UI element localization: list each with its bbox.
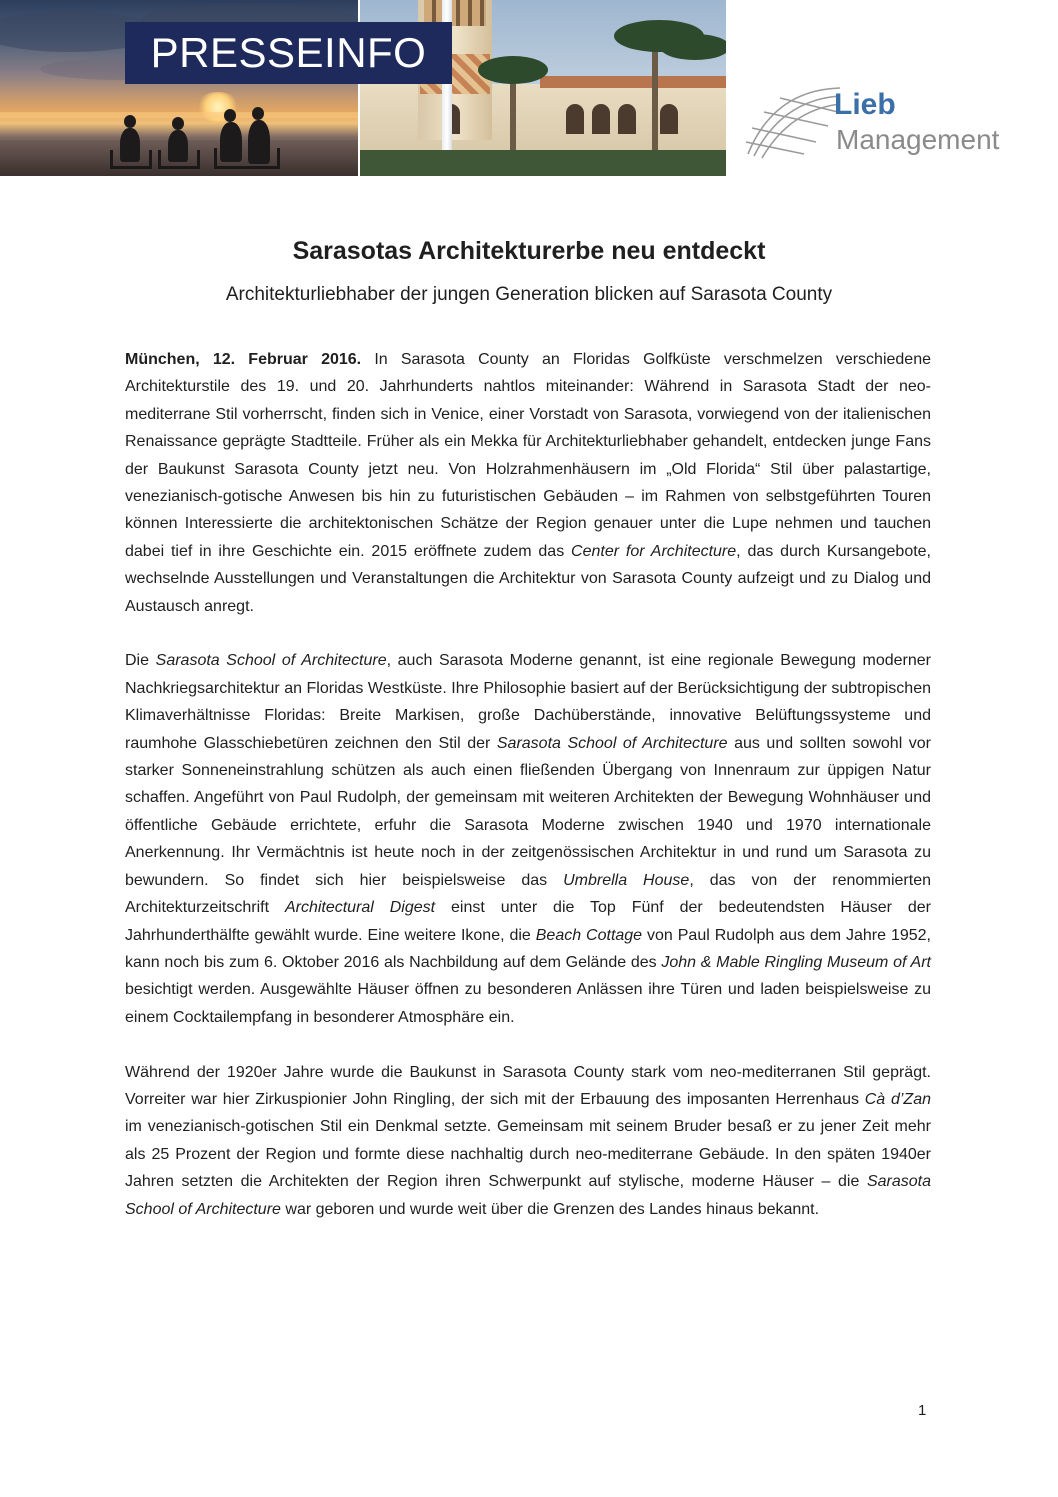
lieb-management-logo xyxy=(744,82,1044,162)
page-number: 1 xyxy=(918,1402,927,1419)
document-title: Sarasotas Architekturerbe neu entdeckt xyxy=(292,237,766,265)
text-segment: John & Mable Ringling Museum of Art xyxy=(661,953,931,971)
text-segment: Beach Cottage xyxy=(535,926,643,944)
body-text xyxy=(125,346,931,1250)
logo-text-management: Management xyxy=(836,124,1000,155)
text-segment: einst unter die Top Fünf der bedeutendsten Häuser der Jahrhunderthälfte gewählt wurde. Eine weitere Ikone, die xyxy=(125,899,932,944)
paragraph-1 xyxy=(125,346,931,620)
text-segment: von Paul Rudolph aus dem Jahre 1952, kann noch bis zum 6. Oktober 2016 als Nachbildung auf dem Gelände des xyxy=(125,926,932,971)
header-banner xyxy=(0,0,726,176)
text-segment: Center for Architecture xyxy=(571,542,737,560)
paragraph-3 xyxy=(125,1059,931,1223)
logo-arc-icon xyxy=(744,82,844,160)
logo-text-lieb: Lieb xyxy=(834,88,896,121)
presseinfo-label: PRESSEINFO xyxy=(125,22,452,84)
text-segment: Sarasota School of Architecture xyxy=(155,652,387,670)
text-segment: Die xyxy=(125,652,156,670)
text-segment: Architectural Digest xyxy=(284,899,436,917)
document-subtitle: Architekturliebhaber der jungen Generation blicken auf Sarasota County xyxy=(225,284,833,305)
text-segment: aus und sollten sowohl vor starker Sonneneinstrahlung schützen als auch einen fließenden Übergang von Innenraum zur üppigen Natur schaffen. Angeführt von Paul Rudolph, der gemeinsam mit weiteren Architekten der Bewegung Wohnhäuser und öffentliche Gebäude errichtete, erfuhr die Sarasota Moderne zwischen 1940 und 1970 internationale Anerkennung. Ihr Vermächtnis ist heute noch in der zeitgenössischen Architektur in und rund um Sarasota zu bewundern. So findet sich hier beispielsweise das xyxy=(125,734,932,889)
text-segment: , auch Sarasota Moderne genannt, ist eine regionale Bewegung moderner Nachkriegsarchitektur an Floridas Westküste. Ihre Philosophie basiert auf der Berücksichtigung der subtropischen Klimaverhältnisse Floridas: Breite Markisen, große Dachüberstände, innovative Belüftungssysteme und raumhohe Glasschiebetüren zeichnen den Stil der xyxy=(125,652,931,752)
text-segment: , das von der renommierten Architekturzeitschrift xyxy=(125,871,931,917)
text-segment: Umbrella House xyxy=(563,871,690,889)
text-segment: , das durch Kursangebote, wechselnde Ausstellungen und Veranstaltungen die Architektur von Sarasota County aufzeigt und zu Dialog und Austausch anregt. xyxy=(125,542,932,615)
text-segment: im venezianisch-gotischen Stil ein Denkmal setzte. Gemeinsam mit seinem Bruder besaß er zu jener Zeit mehr als 25 Prozent der Region und formte diese nachhaltig durch neo-mediterrane Gebäude. In den späten 1940er Jahren setzten die Architekten der Region ihren Schwerpunkt auf stylische, moderne Häuser – die xyxy=(125,1118,931,1191)
text-segment: Cà d’Zan xyxy=(864,1090,931,1108)
text-segment: besichtigt werden. Ausgewählte Häuser öffnen zu besonderen Anlässen ihre Türen und laden beispielsweise zu einem Cocktailempfang in besonderer Atmosphäre ein. xyxy=(125,981,931,1026)
paragraph-2 xyxy=(125,647,931,1031)
text-segment: München, 12. Februar 2016. xyxy=(125,351,362,368)
text-segment: Sarasota School of Architecture xyxy=(125,1173,931,1218)
text-segment: Während der 1920er Jahre wurde die Baukunst in Sarasota County stark vom neo-mediterranen Stil geprägt. Vorreiter war hier Zirkuspionier John Ringling, der sich mit der Erbauung des imposanten Herrenhaus xyxy=(125,1063,931,1108)
text-segment: Sarasota School of Architecture xyxy=(496,734,728,752)
text-segment: war geboren und wurde weit über die Grenzen des Landes hinaus bekannt. xyxy=(280,1200,820,1218)
text-segment: In Sarasota County an Floridas Golfküste verschmelzen verschiedene Architekturstile des 19. und 20. Jahrhunderts nahtlos miteinander: Während in Sarasota Stadt der neo-mediterrane Stil vorherrscht, finden sich in Venice, einer Vorstadt von Sarasota, vorwiegend von der italienischen Renaissance geprägte Stadtteile. Früher als ein Mekka für Architekturliebhaber gehandelt, entdecken junge Fans der Baukunst Sarasota County jetzt neu. Von Holzrahmenhäusern im „Old Florida“ Stil über palastartige, venezianisch-gotische Anwesen bis hin zu futuristischen Gebäuden – im Rahmen von selbstgeführten Touren können Interessierte die architektonischen Schätze der Region genauer unter die Lupe nehmen und tauchen dabei tief in ihre Geschichte ein. 2015 eröffnete zudem das xyxy=(125,351,931,560)
